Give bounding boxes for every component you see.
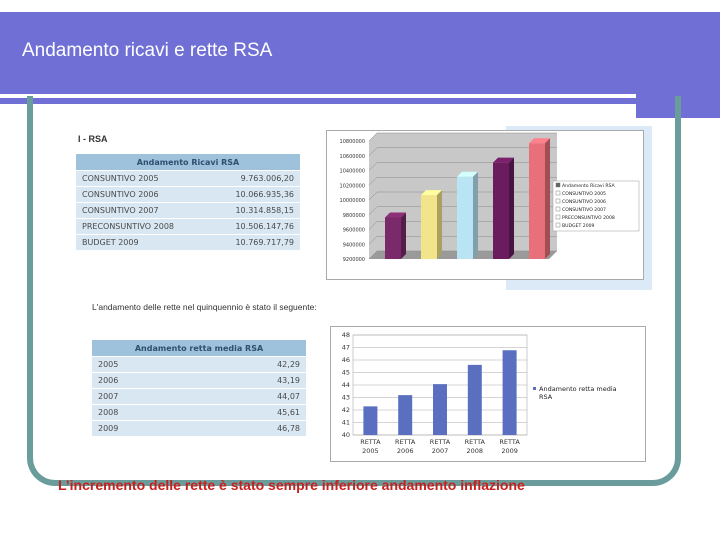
- row-label: 2006: [92, 373, 195, 389]
- y-tick-label: 44: [341, 381, 350, 389]
- legend-swatch: [556, 215, 560, 219]
- bar: [493, 163, 509, 259]
- bar-side: [473, 172, 478, 259]
- legend-swatch: [533, 387, 536, 390]
- legend-swatch: [556, 183, 560, 187]
- x-tick-label: 2008: [466, 447, 484, 455]
- fee-chart: [330, 326, 646, 462]
- x-tick-label: RETTA: [499, 438, 520, 446]
- row-label: 2008: [92, 405, 195, 421]
- y-tick-label: 9600000: [342, 227, 365, 234]
- section-heading: I - RSA: [78, 134, 108, 144]
- row-value: 10.066.935,36: [209, 187, 300, 203]
- legend-swatch: [556, 191, 560, 195]
- row-value: 10.314.858,15: [209, 203, 300, 219]
- table-row: [76, 219, 300, 235]
- bar-side: [545, 138, 550, 259]
- y-tick-label: 45: [341, 368, 350, 377]
- row-label: 2005: [92, 357, 195, 373]
- y-tick-label: 10800000: [339, 139, 365, 145]
- legend-label: CONSUNTIVO 2007: [562, 208, 606, 213]
- bar: [363, 406, 377, 435]
- footer-note: L’incremento delle rette è stato sempre inferiore andamento inflazione: [58, 477, 525, 493]
- revenue-table: [76, 154, 300, 250]
- table-row: [92, 421, 306, 437]
- bar-side: [401, 212, 406, 259]
- table-row: [92, 405, 306, 421]
- table-row: [76, 171, 300, 187]
- x-tick-label: RETTA: [429, 438, 451, 446]
- bar: [385, 217, 401, 259]
- y-tick-label: 42: [341, 406, 350, 414]
- row-value: 43,19: [195, 373, 306, 389]
- y-tick-label: 48: [341, 331, 350, 339]
- y-tick-label: 10400000: [339, 168, 365, 175]
- x-tick-label: RETTA: [464, 438, 486, 446]
- fee-chart-svg: [331, 327, 645, 461]
- row-value: 42,29: [195, 357, 306, 373]
- y-tick-label: 9400000: [342, 242, 365, 249]
- table-row: [92, 357, 306, 373]
- y-tick-label: 46: [341, 356, 350, 364]
- table-row: [76, 203, 300, 219]
- y-tick-label: 43: [341, 393, 350, 402]
- fee-table-title: Andamento retta media RSA: [92, 340, 306, 357]
- x-tick-label: 2006: [396, 447, 414, 455]
- y-tick-label: 9800000: [342, 212, 365, 219]
- y-tick-label: 47: [341, 343, 350, 352]
- x-tick-label: 2007: [431, 447, 449, 455]
- fee-table: [92, 340, 306, 436]
- legend-label: BUDGET 2009: [562, 224, 595, 229]
- bar: [503, 350, 517, 435]
- row-label: CONSUNTIVO 2005: [76, 171, 209, 187]
- x-tick-label: 2005: [362, 447, 379, 455]
- revenue-table-title: Andamento Ricavi RSA: [76, 154, 300, 171]
- page-title: Andamento ricavi e rette RSA: [22, 40, 273, 61]
- y-tick-label: 10600000: [339, 153, 365, 160]
- row-value: 46,78: [195, 421, 306, 437]
- row-label: 2009: [92, 421, 195, 437]
- legend-swatch: [556, 207, 560, 211]
- x-tick-label: RETTA: [360, 438, 381, 446]
- table-row: [76, 187, 300, 203]
- y-tick-label: 9200000: [342, 257, 365, 263]
- bar-side: [437, 190, 442, 259]
- row-value: 10.506.147,76: [209, 219, 300, 235]
- section-intro: L'andamento delle rette nel quinquennio è stato il seguente:: [92, 302, 317, 312]
- revenue-chart-svg: [327, 131, 643, 279]
- bar: [468, 365, 482, 435]
- y-tick-label: 10200000: [339, 183, 365, 190]
- y-tick-label: 10000000: [339, 198, 365, 204]
- legend-label: RSA: [539, 393, 553, 401]
- table-row: [76, 235, 300, 251]
- row-label: PRECONSUNTIVO 2008: [76, 219, 209, 235]
- legend-label: CONSUNTIVO 2006: [562, 200, 606, 205]
- row-label: CONSUNTIVO 2006: [76, 187, 209, 203]
- row-value: 45,61: [195, 405, 306, 421]
- bar: [457, 177, 473, 259]
- legend-swatch: [556, 199, 560, 203]
- legend-swatch: [556, 223, 560, 227]
- bar: [529, 143, 545, 259]
- bar: [433, 384, 447, 435]
- y-tick-label: 40: [341, 431, 350, 439]
- table-row: [92, 389, 306, 405]
- bar: [421, 195, 437, 259]
- row-label: BUDGET 2009: [76, 235, 209, 251]
- legend-label: Andamento Ricavi RSA: [562, 184, 615, 189]
- legend-label: CONSUNTIVO 2005: [562, 192, 606, 197]
- x-tick-label: RETTA: [394, 438, 416, 446]
- row-value: 44,07: [195, 389, 306, 405]
- revenue-chart: [326, 130, 644, 280]
- y-tick-label: 41: [341, 418, 350, 427]
- table-row: [92, 373, 306, 389]
- bar-side: [509, 158, 514, 259]
- row-label: 2007: [92, 389, 195, 405]
- bar: [398, 395, 412, 435]
- legend-label: PRECONSUNTIVO 2008: [562, 216, 615, 221]
- legend-label: Andamento retta media: [539, 385, 617, 393]
- row-value: 9.763.006,20: [209, 171, 300, 187]
- row-value: 10.769.717,79: [209, 235, 300, 251]
- x-tick-label: 2009: [501, 447, 518, 455]
- row-label: CONSUNTIVO 2007: [76, 203, 209, 219]
